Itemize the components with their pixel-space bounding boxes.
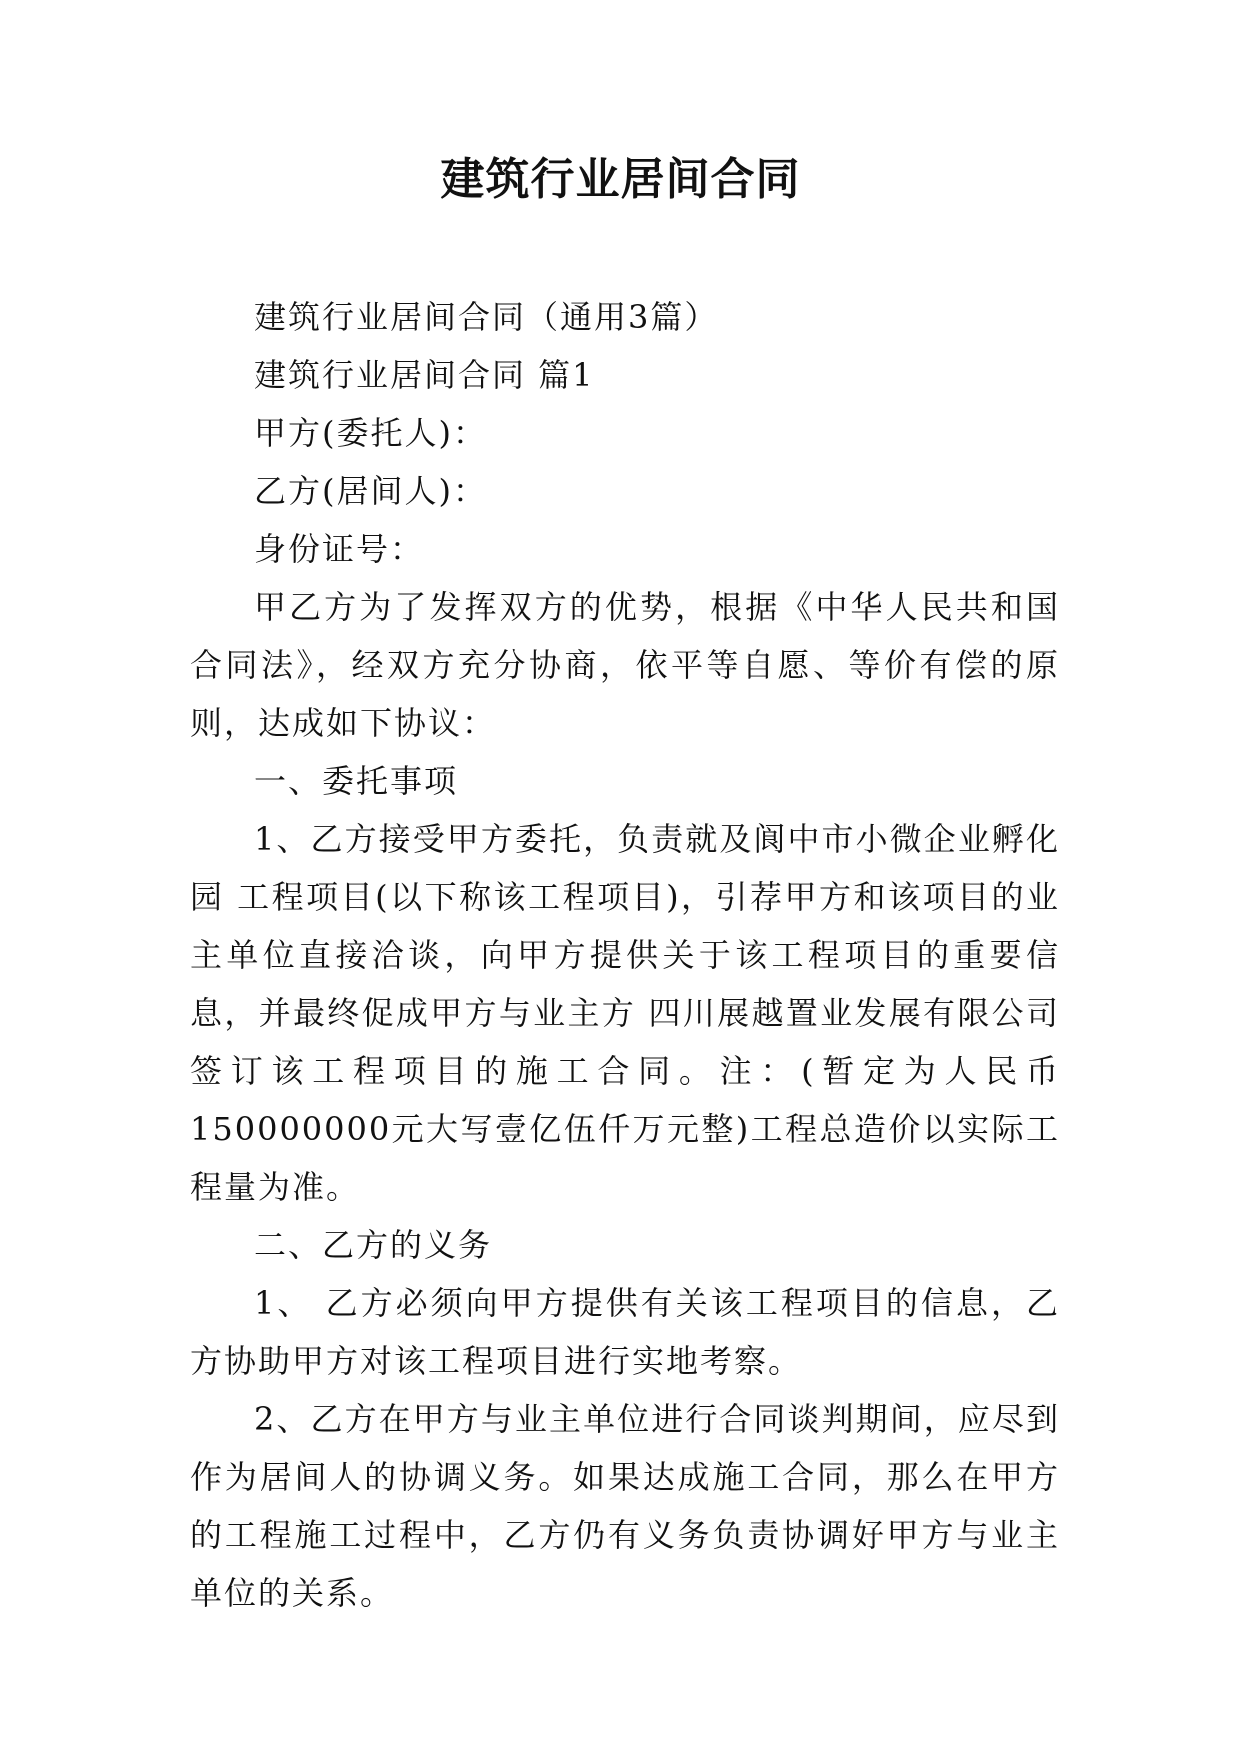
section-heading-commission: 一、委托事项 (254, 762, 459, 800)
paragraph-obligation-clause-2: 2、乙方在甲方与业主单位进行合同谈判期间，应尽到作为居间人的协调义务。如果达成施工合同，那么在甲方的工程施工过程中，乙方仍有义务负责协调好甲方与业主单位的关系。 (190, 1400, 1060, 1612)
document-title: 建筑行业居间合同 (440, 154, 801, 205)
paragraph-party-b: 乙方(居间人)： (254, 472, 487, 510)
paragraph-obligation-clause-1: 1、 乙方必须向甲方提供有关该工程项目的信息，乙方协助甲方对该工程项目进行实地考察。 (190, 1284, 1060, 1380)
paragraph-preamble: 甲乙方为了发挥双方的优势，根据《中华人民共和国合同法》，经双方充分协商，依平等自愿、等价有偿的原则，达成如下协议： (190, 588, 1060, 742)
paragraph-part-heading: 建筑行业居间合同 篇1 (254, 356, 595, 394)
paragraph-id-number: 身份证号： (254, 530, 425, 568)
document-body (190, 288, 1060, 1622)
paragraph-party-a: 甲方(委托人)： (254, 414, 487, 452)
paragraph-subtitle: 建筑行业居间合同（通用3篇） (254, 298, 719, 336)
section-heading-obligations: 二、乙方的义务 (254, 1226, 493, 1264)
paragraph-commission-clause-1: 1、乙方接受甲方委托，负责就及阆中市小微企业孵化园 工程项目(以下称该工程项目)，引荐甲方和该项目的业主单位直接洽谈，向甲方提供关于该工程项目的重要信息，并最终促成甲方与业主方 四川展越置业发展有限公司签订该工程项目的施工合同。注：(暂定为人民币150000000元大写壹亿伍仟万元整)工程总造价以实际工程量为准。 (190, 820, 1060, 1206)
